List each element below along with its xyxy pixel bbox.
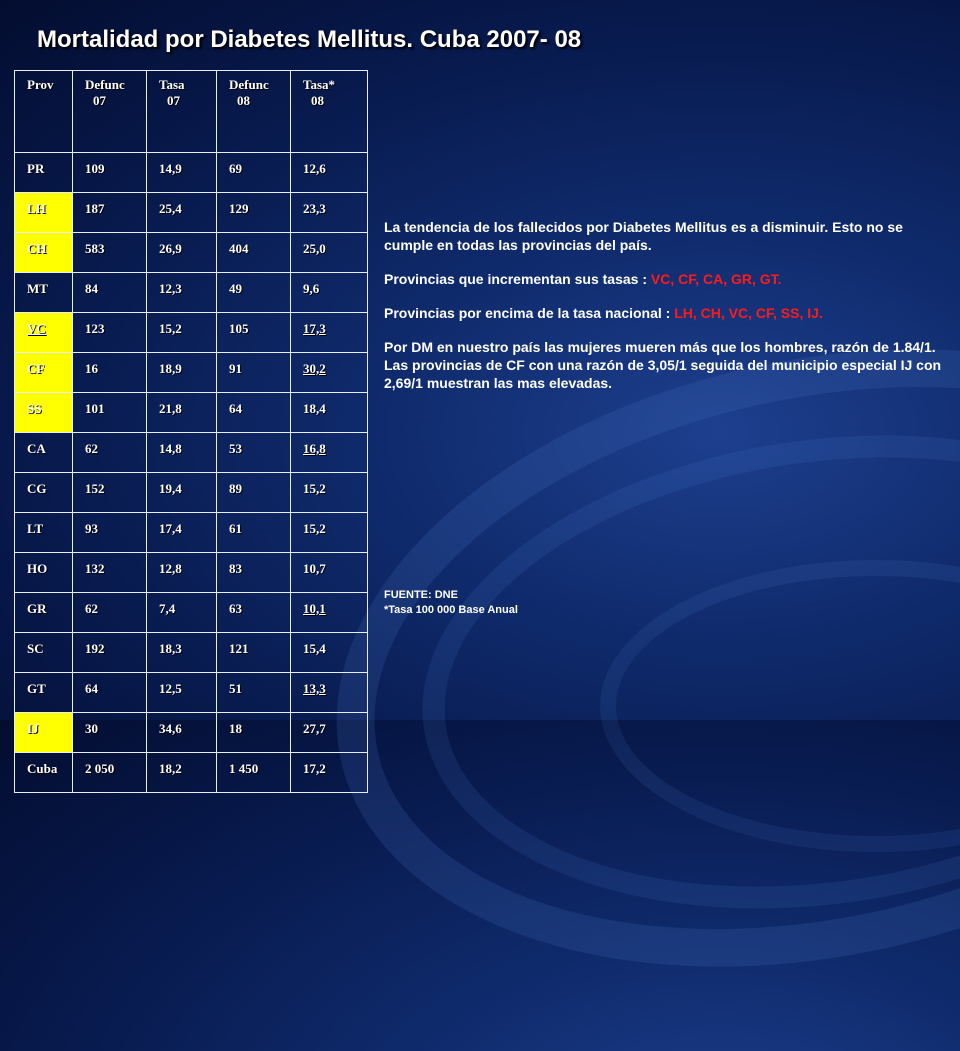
table-row [15,553,368,593]
tasa-07-cell: 7,4 [147,593,217,633]
province-cell: GT [15,673,73,713]
tasa-07-cell: 18,2 [147,753,217,793]
province-cell: MT [15,273,73,313]
defunc-07-cell: 16 [73,353,147,393]
sex-ratio-text: Por DM en nuestro país las mujeres mueren más que los hombres, razón de 1.84/1. Las provincias de CF con una razón de 3,05/1 seguida del municipio especial IJ con 2,69/1 muestran las mas elevadas. [384,339,942,391]
defunc-08-cell: 69 [217,153,291,193]
defunc-08-cell: 64 [217,393,291,433]
tasa-07-cell: 14,8 [147,433,217,473]
province-cell: CA [15,433,73,473]
header-tasa-07: Tasa 07 [147,71,217,153]
header-defunc-08: Defunc 08 [217,71,291,153]
province-cell: HO [15,553,73,593]
defunc-07-cell: 62 [73,433,147,473]
tasa-07-cell: 34,6 [147,713,217,753]
tasa-07-cell: 21,8 [147,393,217,433]
defunc-08-cell: 83 [217,553,291,593]
tasa-07-cell: 25,4 [147,193,217,233]
tasa-07-cell: 17,4 [147,513,217,553]
tasa-08-cell: 18,4 [291,393,368,433]
table-row [15,393,368,433]
tasa-07-cell: 12,5 [147,673,217,713]
province-cell: Cuba [15,753,73,793]
table-header-row [15,71,368,153]
tasa-08-cell: 25,0 [291,233,368,273]
tasa-08-cell: 9,6 [291,273,368,313]
table-row [15,633,368,673]
table-row [15,713,368,753]
tasa-08-cell: 12,6 [291,153,368,193]
province-cell: CF [15,353,73,393]
tasa-08-cell: 17,2 [291,753,368,793]
table-row [15,193,368,233]
trend-text: La tendencia de los fallecidos por Diabetes Mellitus es a disminuir. Esto no se cumple en todas las provincias del país. [384,219,903,253]
defunc-08-cell: 1 450 [217,753,291,793]
defunc-07-cell: 64 [73,673,147,713]
table-row [15,473,368,513]
province-cell: IJ [15,713,73,753]
tasa-08-cell: 15,2 [291,513,368,553]
slide-title: Mortalidad por Diabetes Mellitus. Cuba 2007- 08 [37,26,582,53]
defunc-08-cell: 91 [217,353,291,393]
defunc-07-cell: 123 [73,313,147,353]
tasa-08-cell: 10,1 [291,593,368,633]
table-row [15,353,368,393]
mortality-table [14,70,368,793]
province-cell: SC [15,633,73,673]
defunc-08-cell: 129 [217,193,291,233]
table-row [15,233,368,273]
defunc-07-cell: 93 [73,513,147,553]
defunc-07-cell: 187 [73,193,147,233]
rate-footnote: *Tasa 100 000 Base Anual [384,604,518,616]
defunc-08-cell: 49 [217,273,291,313]
defunc-07-cell: 2 050 [73,753,147,793]
commentary-panel [384,218,944,408]
defunc-07-cell: 109 [73,153,147,193]
header-tasa-08: Tasa* 08 [291,71,368,153]
source-line: FUENTE: DNE [384,589,458,601]
province-cell: VC [15,313,73,353]
defunc-07-cell: 62 [73,593,147,633]
defunc-07-cell: 583 [73,233,147,273]
source-note [384,588,518,618]
defunc-07-cell: 101 [73,393,147,433]
tasa-07-cell: 15,2 [147,313,217,353]
province-cell: SS [15,393,73,433]
table-row [15,673,368,713]
table-row [15,313,368,353]
table-row [15,593,368,633]
tasa-08-cell: 15,2 [291,473,368,513]
tasa-08-cell: 23,3 [291,193,368,233]
header-prov: Prov [15,71,73,153]
defunc-08-cell: 51 [217,673,291,713]
background-swoosh [600,560,960,852]
province-cell: LT [15,513,73,553]
header-defunc-07: Defunc 07 [73,71,147,153]
defunc-08-cell: 63 [217,593,291,633]
tasa-07-cell: 19,4 [147,473,217,513]
defunc-07-cell: 132 [73,553,147,593]
table-row [15,153,368,193]
tasa-08-cell: 30,2 [291,353,368,393]
above-national-provinces: Provincias por encima de la tasa nacional : LH, CH, VC, CF, SS, IJ. [384,305,823,321]
defunc-08-cell: 105 [217,313,291,353]
tasa-07-cell: 18,3 [147,633,217,673]
defunc-08-cell: 404 [217,233,291,273]
tasa-08-cell: 16,8 [291,433,368,473]
above-list: LH, CH, VC, CF, SS, IJ. [674,305,823,321]
table-row [15,433,368,473]
defunc-07-cell: 152 [73,473,147,513]
province-cell: LH [15,193,73,233]
defunc-08-cell: 121 [217,633,291,673]
tasa-08-cell: 13,3 [291,673,368,713]
tasa-07-cell: 12,3 [147,273,217,313]
defunc-08-cell: 18 [217,713,291,753]
defunc-08-cell: 89 [217,473,291,513]
defunc-07-cell: 192 [73,633,147,673]
tasa-07-cell: 14,9 [147,153,217,193]
province-cell: CH [15,233,73,273]
tasa-08-cell: 10,7 [291,553,368,593]
table-row [15,273,368,313]
background-swoosh [392,386,960,957]
province-cell: PR [15,153,73,193]
defunc-08-cell: 53 [217,433,291,473]
tasa-08-cell: 17,3 [291,313,368,353]
defunc-07-cell: 30 [73,713,147,753]
defunc-07-cell: 84 [73,273,147,313]
table-row [15,513,368,553]
increase-list: VC, CF, CA, GR, GT. [650,271,782,287]
tasa-07-cell: 26,9 [147,233,217,273]
table-row [15,753,368,793]
tasa-08-cell: 27,7 [291,713,368,753]
province-cell: CG [15,473,73,513]
province-cell: GR [15,593,73,633]
tasa-08-cell: 15,4 [291,633,368,673]
tasa-07-cell: 18,9 [147,353,217,393]
tasa-07-cell: 12,8 [147,553,217,593]
defunc-08-cell: 61 [217,513,291,553]
increase-provinces: Provincias que incrementan sus tasas : VC, CF, CA, GR, GT. [384,271,782,287]
